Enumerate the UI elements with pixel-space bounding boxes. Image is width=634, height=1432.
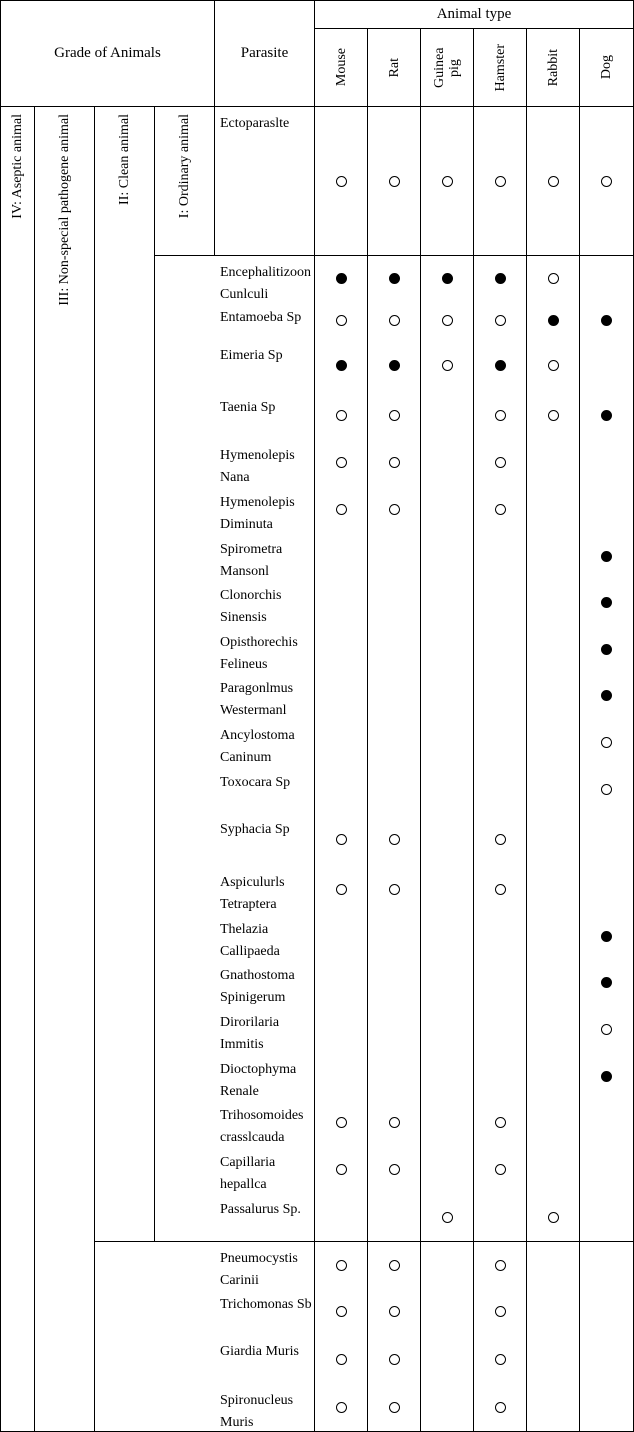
parasite-name: Aspiculurls Tetraptera <box>154 866 314 913</box>
parasite-name: Paragonlmus Westermanl <box>154 672 314 719</box>
mark-cell-mouse <box>314 813 367 866</box>
mark-cell-guinea-pig <box>420 579 473 626</box>
mark-cell-hamster <box>473 672 526 719</box>
parasite-name: Dioctophyma Renale <box>154 1053 314 1099</box>
mark-cell-rabbit <box>526 1053 579 1099</box>
open-circle-icon <box>495 834 506 845</box>
mark-cell-mouse <box>314 1241 367 1288</box>
open-circle-icon <box>389 1260 400 1271</box>
mark-cell-hamster <box>473 766 526 813</box>
mark-cell-hamster <box>473 1241 526 1288</box>
mark-cell-dog <box>579 1193 633 1241</box>
open-circle-icon <box>336 504 347 515</box>
open-circle-icon <box>495 1402 506 1413</box>
open-circle-icon <box>389 1354 400 1365</box>
mark-cell-rat <box>367 439 420 486</box>
mark-cell-mouse <box>314 719 367 766</box>
mark-cell-guinea-pig <box>420 391 473 439</box>
open-circle-icon <box>442 360 453 371</box>
parasite-name: Ectoparaslte <box>214 107 314 256</box>
filled-circle-icon <box>389 360 400 371</box>
mark-cell-hamster <box>473 719 526 766</box>
mark-cell-mouse <box>314 1335 367 1384</box>
mark-cell-hamster <box>473 913 526 959</box>
mark-cell-dog <box>579 626 633 672</box>
filled-circle-icon <box>548 315 559 326</box>
mark-cell-hamster <box>473 439 526 486</box>
mark-cell-guinea-pig <box>420 672 473 719</box>
mark-cell-rabbit <box>526 1006 579 1053</box>
mark-cell-mouse <box>314 1288 367 1335</box>
open-circle-icon <box>548 176 559 187</box>
open-circle-icon <box>442 315 453 326</box>
filled-circle-icon <box>601 315 612 326</box>
open-circle-icon <box>389 1117 400 1128</box>
parasite-name: Ancylostoma Caninum <box>154 719 314 766</box>
mark-cell-guinea-pig <box>420 1335 473 1384</box>
mark-cell-mouse <box>314 439 367 486</box>
parasite-name: Taenia Sp <box>154 391 314 439</box>
mark-cell-mouse <box>314 866 367 913</box>
open-circle-icon <box>495 1164 506 1175</box>
mark-cell-rat <box>367 913 420 959</box>
filled-circle-icon <box>601 597 612 608</box>
open-circle-icon <box>336 1260 347 1271</box>
mark-cell-rat <box>367 391 420 439</box>
open-circle-icon <box>495 884 506 895</box>
grade-label-ii-clean <box>94 107 154 1241</box>
filled-circle-icon <box>601 410 612 421</box>
mark-cell-guinea-pig <box>420 301 473 339</box>
mark-cell-rabbit <box>526 1146 579 1193</box>
parasite-name: Trichomonas Sb <box>94 1288 314 1335</box>
mark-cell-rat <box>367 486 420 533</box>
mark-cell-dog <box>579 1099 633 1146</box>
mark-cell-guinea-pig <box>420 1288 473 1335</box>
parasite-name: Thelazia Callipaeda <box>154 913 314 959</box>
mark-cell-rabbit <box>526 866 579 913</box>
filled-circle-icon <box>601 644 612 655</box>
mark-cell-guinea-pig <box>420 719 473 766</box>
parasite-name: Capillaria hepallca <box>154 1146 314 1193</box>
mark-cell-rabbit <box>526 626 579 672</box>
open-circle-icon <box>389 1402 400 1413</box>
mark-cell-mouse <box>314 486 367 533</box>
open-circle-icon <box>495 410 506 421</box>
mark-cell-rabbit <box>526 1288 579 1335</box>
parasite-name: Pneumocystis Carinii <box>94 1241 314 1288</box>
mark-cell-rabbit <box>526 339 579 391</box>
mark-cell-guinea-pig <box>420 439 473 486</box>
mark-cell-rat <box>367 107 420 256</box>
open-circle-icon <box>442 176 453 187</box>
open-circle-icon <box>601 784 612 795</box>
filled-circle-icon <box>495 273 506 284</box>
open-circle-icon <box>389 1306 400 1317</box>
mark-cell-rabbit <box>526 256 579 301</box>
mark-cell-mouse <box>314 391 367 439</box>
open-circle-icon <box>336 1354 347 1365</box>
mark-cell-dog <box>579 1288 633 1335</box>
mark-cell-mouse <box>314 959 367 1006</box>
animal-header-rabbit <box>526 29 579 107</box>
filled-circle-icon <box>336 273 347 284</box>
open-circle-icon <box>601 1024 612 1035</box>
animal-header-guinea-pig <box>420 29 473 107</box>
parasite-name: Entamoeba Sp <box>154 301 314 339</box>
open-circle-icon <box>336 315 347 326</box>
mark-cell-rabbit <box>526 766 579 813</box>
mark-cell-rabbit <box>526 672 579 719</box>
grade-label-text: IV: Aseptic animal <box>9 114 25 219</box>
mark-cell-hamster <box>473 959 526 1006</box>
animal-header-hamster <box>473 29 526 107</box>
mark-cell-rabbit <box>526 959 579 1006</box>
parasite-name: Hymenolepis Diminuta <box>154 486 314 533</box>
open-circle-icon <box>389 834 400 845</box>
mark-cell-rat <box>367 1241 420 1288</box>
mark-cell-guinea-pig <box>420 1384 473 1431</box>
mark-cell-hamster <box>473 391 526 439</box>
mark-cell-rat <box>367 959 420 1006</box>
open-circle-icon <box>336 176 347 187</box>
mark-cell-dog <box>579 533 633 579</box>
mark-cell-hamster <box>473 339 526 391</box>
mark-cell-guinea-pig <box>420 1193 473 1241</box>
animal-header-label: Rat <box>386 57 402 78</box>
parasite-name: Spirometra Mansonl <box>154 533 314 579</box>
parasite-name: Gnathostoma Spinigerum <box>154 959 314 1006</box>
mark-cell-dog <box>579 866 633 913</box>
mark-cell-guinea-pig <box>420 913 473 959</box>
mark-cell-mouse <box>314 626 367 672</box>
mark-cell-hamster <box>473 107 526 256</box>
mark-cell-mouse <box>314 301 367 339</box>
animal-header-mouse <box>314 29 367 107</box>
mark-cell-rabbit <box>526 719 579 766</box>
open-circle-icon <box>601 737 612 748</box>
mark-cell-rat <box>367 626 420 672</box>
parasite-name: Passalurus Sp. <box>154 1193 314 1241</box>
open-circle-icon <box>548 360 559 371</box>
mark-cell-rat <box>367 1335 420 1384</box>
animal-type-header: Animal type <box>314 1 633 29</box>
parasite-name: Encephalitizoon Cunlculi <box>154 256 314 301</box>
filled-circle-icon <box>389 273 400 284</box>
mark-cell-dog <box>579 339 633 391</box>
open-circle-icon <box>495 504 506 515</box>
mark-cell-rat <box>367 1099 420 1146</box>
mark-cell-guinea-pig <box>420 486 473 533</box>
mark-cell-hamster <box>473 626 526 672</box>
mark-cell-mouse <box>314 1053 367 1099</box>
open-circle-icon <box>495 1354 506 1365</box>
open-circle-icon <box>389 410 400 421</box>
mark-cell-mouse <box>314 339 367 391</box>
mark-cell-rabbit <box>526 486 579 533</box>
mark-cell-mouse <box>314 1146 367 1193</box>
mark-cell-hamster <box>473 301 526 339</box>
parasite-name: Trihosomoides crasslcauda <box>154 1099 314 1146</box>
mark-cell-dog <box>579 579 633 626</box>
mark-cell-hamster <box>473 1335 526 1384</box>
mark-cell-mouse <box>314 672 367 719</box>
animal-header-label: Dog <box>599 55 614 80</box>
mark-cell-hamster <box>473 256 526 301</box>
open-circle-icon <box>336 834 347 845</box>
mark-cell-hamster <box>473 1384 526 1431</box>
parasite-name: Spironucleus Muris <box>94 1384 314 1431</box>
mark-cell-dog <box>579 107 633 256</box>
open-circle-icon <box>495 176 506 187</box>
animal-header-rat <box>367 29 420 107</box>
mark-cell-rabbit <box>526 107 579 256</box>
parasite-name: Eimeria Sp <box>154 339 314 391</box>
mark-cell-rat <box>367 533 420 579</box>
mark-cell-dog <box>579 439 633 486</box>
mark-cell-rabbit <box>526 1099 579 1146</box>
mark-cell-dog <box>579 1384 633 1431</box>
mark-cell-rat <box>367 579 420 626</box>
filled-circle-icon <box>601 977 612 988</box>
mark-cell-hamster <box>473 579 526 626</box>
mark-cell-rat <box>367 1288 420 1335</box>
open-circle-icon <box>495 457 506 468</box>
mark-cell-guinea-pig <box>420 533 473 579</box>
open-circle-icon <box>495 315 506 326</box>
mark-cell-rat <box>367 339 420 391</box>
open-circle-icon <box>495 1117 506 1128</box>
open-circle-icon <box>389 504 400 515</box>
parasite-name: Hymenolepis Nana <box>154 439 314 486</box>
mark-cell-mouse <box>314 256 367 301</box>
open-circle-icon <box>442 1212 453 1223</box>
mark-cell-hamster <box>473 813 526 866</box>
mark-cell-hamster <box>473 1006 526 1053</box>
filled-circle-icon <box>336 360 347 371</box>
filled-circle-icon <box>495 360 506 371</box>
mark-cell-rat <box>367 672 420 719</box>
open-circle-icon <box>389 457 400 468</box>
open-circle-icon <box>336 1306 347 1317</box>
mark-cell-rabbit <box>526 1335 579 1384</box>
parasite-name: Opisthorechis Felineus <box>154 626 314 672</box>
mark-cell-rabbit <box>526 913 579 959</box>
mark-cell-mouse <box>314 1099 367 1146</box>
mark-cell-rat <box>367 1384 420 1431</box>
parasite-name: Dirorilaria Immitis <box>154 1006 314 1053</box>
mark-cell-rabbit <box>526 439 579 486</box>
mark-cell-rabbit <box>526 1241 579 1288</box>
mark-cell-mouse <box>314 107 367 256</box>
open-circle-icon <box>336 1402 347 1413</box>
open-circle-icon <box>389 884 400 895</box>
open-circle-icon <box>389 1164 400 1175</box>
parasite-name: Toxocara Sp <box>154 766 314 813</box>
mark-cell-hamster <box>473 1146 526 1193</box>
mark-cell-rabbit <box>526 391 579 439</box>
animal-header-label: Rabbit <box>545 48 561 87</box>
mark-cell-dog <box>579 1146 633 1193</box>
mark-cell-rabbit <box>526 1384 579 1431</box>
open-circle-icon <box>336 457 347 468</box>
mark-cell-dog <box>579 719 633 766</box>
grade-of-animals-header: Grade of Animals <box>1 1 214 107</box>
mark-cell-rat <box>367 301 420 339</box>
mark-cell-rat <box>367 866 420 913</box>
mark-cell-dog <box>579 391 633 439</box>
mark-cell-mouse <box>314 766 367 813</box>
mark-cell-rat <box>367 719 420 766</box>
mark-cell-hamster <box>473 486 526 533</box>
mark-cell-rabbit <box>526 301 579 339</box>
filled-circle-icon <box>601 931 612 942</box>
mark-cell-guinea-pig <box>420 256 473 301</box>
open-circle-icon <box>548 1212 559 1223</box>
mark-cell-rat <box>367 1053 420 1099</box>
filled-circle-icon <box>601 551 612 562</box>
mark-cell-dog <box>579 766 633 813</box>
mark-cell-mouse <box>314 1006 367 1053</box>
mark-cell-guinea-pig <box>420 1006 473 1053</box>
mark-cell-hamster <box>473 1193 526 1241</box>
open-circle-icon <box>495 1260 506 1271</box>
mark-cell-dog <box>579 813 633 866</box>
parasite-header: Parasite <box>214 1 314 107</box>
open-circle-icon <box>336 1164 347 1175</box>
mark-cell-guinea-pig <box>420 107 473 256</box>
open-circle-icon <box>601 176 612 187</box>
filled-circle-icon <box>442 273 453 284</box>
mark-cell-rat <box>367 1146 420 1193</box>
filled-circle-icon <box>601 1071 612 1082</box>
mark-cell-mouse <box>314 1384 367 1431</box>
grade-label-text: III: Non-special pathogene animal <box>56 114 72 306</box>
mark-cell-guinea-pig <box>420 1053 473 1099</box>
mark-cell-dog <box>579 672 633 719</box>
grade-label-i-ordinary <box>154 107 214 256</box>
open-circle-icon <box>336 884 347 895</box>
open-circle-icon <box>389 315 400 326</box>
mark-cell-rat <box>367 813 420 866</box>
mark-cell-guinea-pig <box>420 1099 473 1146</box>
mark-cell-dog <box>579 913 633 959</box>
open-circle-icon <box>495 1306 506 1317</box>
filled-circle-icon <box>601 690 612 701</box>
mark-cell-rat <box>367 256 420 301</box>
mark-cell-rabbit <box>526 533 579 579</box>
mark-cell-guinea-pig <box>420 766 473 813</box>
open-circle-icon <box>548 273 559 284</box>
parasite-name: Syphacia Sp <box>154 813 314 866</box>
animal-header-label: Hamster <box>492 43 508 92</box>
mark-cell-dog <box>579 486 633 533</box>
mark-cell-guinea-pig <box>420 866 473 913</box>
open-circle-icon <box>389 176 400 187</box>
mark-cell-hamster <box>473 533 526 579</box>
open-circle-icon <box>336 410 347 421</box>
mark-cell-dog <box>579 1006 633 1053</box>
mark-cell-dog <box>579 256 633 301</box>
mark-cell-mouse <box>314 579 367 626</box>
mark-cell-rat <box>367 766 420 813</box>
mark-cell-guinea-pig <box>420 813 473 866</box>
mark-cell-rabbit <box>526 1193 579 1241</box>
open-circle-icon <box>336 1117 347 1128</box>
mark-cell-rat <box>367 1193 420 1241</box>
mark-cell-guinea-pig <box>420 959 473 1006</box>
mark-cell-hamster <box>473 1288 526 1335</box>
mark-cell-dog <box>579 301 633 339</box>
mark-cell-dog <box>579 1241 633 1288</box>
mark-cell-guinea-pig <box>420 1241 473 1288</box>
mark-cell-guinea-pig <box>420 339 473 391</box>
animal-header-label: Mouse <box>333 48 349 87</box>
parasite-name: Clonorchis Sinensis <box>154 579 314 626</box>
mark-cell-mouse <box>314 913 367 959</box>
grade-label-iii-non-special-pathogene <box>34 107 94 1431</box>
mark-cell-rat <box>367 1006 420 1053</box>
parasite-name: Giardia Muris <box>94 1335 314 1384</box>
mark-cell-hamster <box>473 866 526 913</box>
mark-cell-guinea-pig <box>420 1146 473 1193</box>
grade-label-text: I: Ordinary animal <box>176 114 192 219</box>
grade-label-iv-aseptic <box>1 107 34 1431</box>
mark-cell-dog <box>579 1053 633 1099</box>
mark-cell-hamster <box>473 1099 526 1146</box>
animal-header-label: Guinea pig <box>432 47 462 88</box>
mark-cell-rabbit <box>526 579 579 626</box>
grade-label-text: II: Clean animal <box>116 114 132 205</box>
open-circle-icon <box>548 410 559 421</box>
mark-cell-mouse <box>314 1193 367 1241</box>
mark-cell-dog <box>579 1335 633 1384</box>
animal-header-dog <box>579 29 633 107</box>
mark-cell-rabbit <box>526 813 579 866</box>
mark-cell-mouse <box>314 533 367 579</box>
mark-cell-dog <box>579 959 633 1006</box>
mark-cell-hamster <box>473 1053 526 1099</box>
mark-cell-guinea-pig <box>420 626 473 672</box>
